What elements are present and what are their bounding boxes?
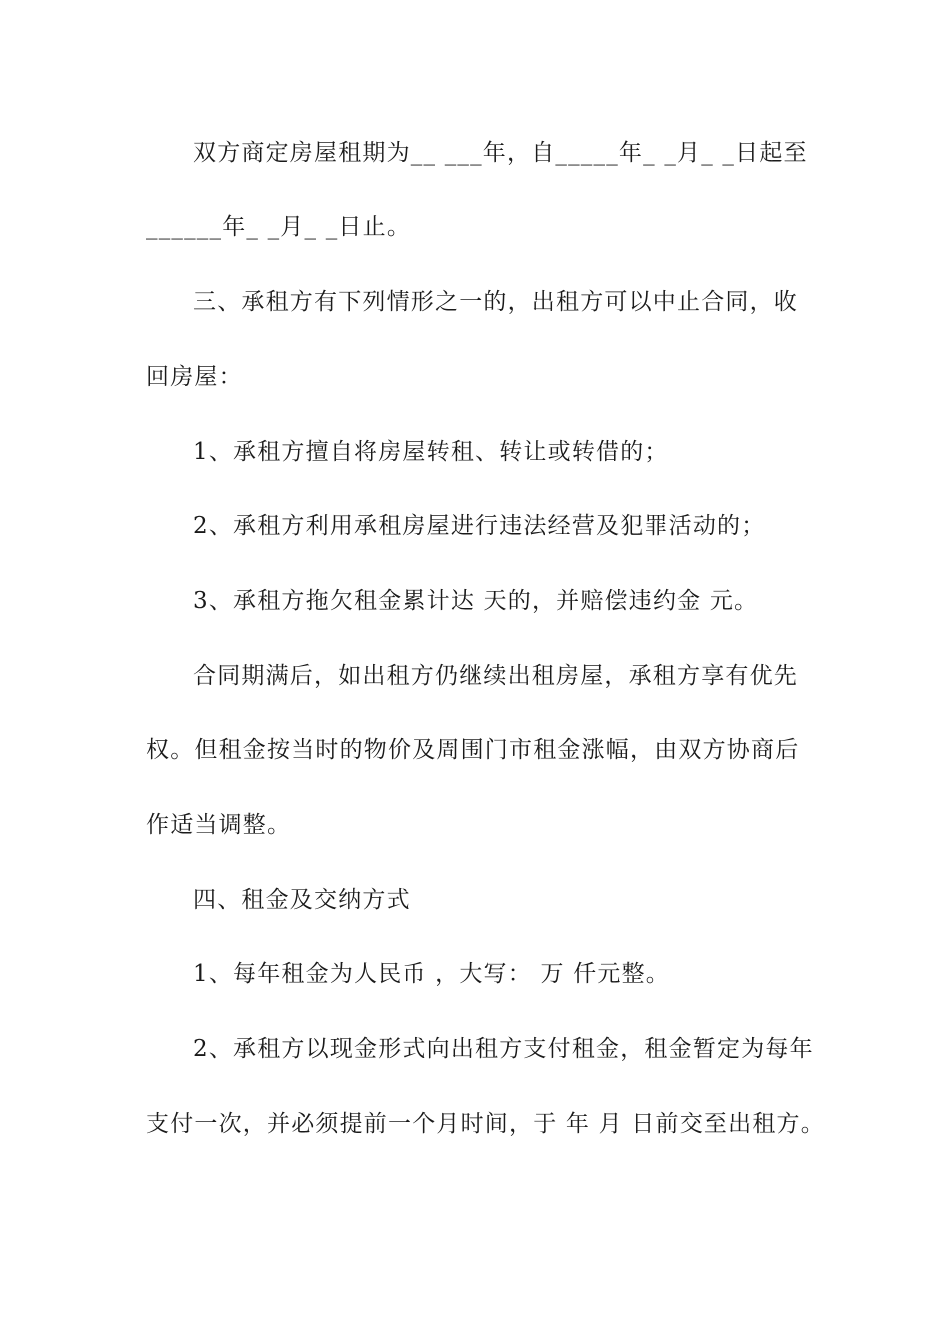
clause-3-2: 2、承租方利用承租房屋进行违法经营及犯罪活动的；: [193, 513, 766, 539]
renewal-paragraph-line-2: 权。但租金按当时的物价及周围门市租金涨幅，由双方协商后: [146, 737, 800, 763]
lease-term-line-2: ______年_ _月_ _日止。: [146, 214, 412, 240]
clause-4-1: 1、每年租金为人民币 ，大写： 万 仟元整。: [193, 961, 670, 987]
clause-3-1: 1、承租方擅自将房屋转租、转让或转借的；: [193, 439, 669, 465]
section-3-heading-line-2: 回房屋：: [146, 364, 243, 390]
clause-3-3: 3、承租方拖欠租金累计达 天的，并赔偿违约金 元。: [193, 588, 759, 614]
renewal-paragraph-line-1: 合同期满后，如出租方仍继续出租房屋，承租方享有优先: [193, 663, 798, 689]
clause-4-2-line-1: 2、承租方以现金形式向出租方支付租金，租金暂定为每年: [193, 1036, 814, 1062]
lease-term-line-1: 双方商定房屋租期为__ ___年，自_____年_ _月_ _日起至: [193, 140, 808, 166]
section-3-heading-line-1: 三、承租方有下列情形之一的，出租方可以中止合同，收: [193, 289, 798, 315]
clause-4-2-line-2: 支付一次，并必须提前一个月时间，于 年 月 日前交至出租方。: [146, 1111, 825, 1137]
section-4-heading: 四、租金及交纳方式: [193, 887, 411, 913]
renewal-paragraph-line-3: 作适当调整。: [146, 812, 292, 838]
